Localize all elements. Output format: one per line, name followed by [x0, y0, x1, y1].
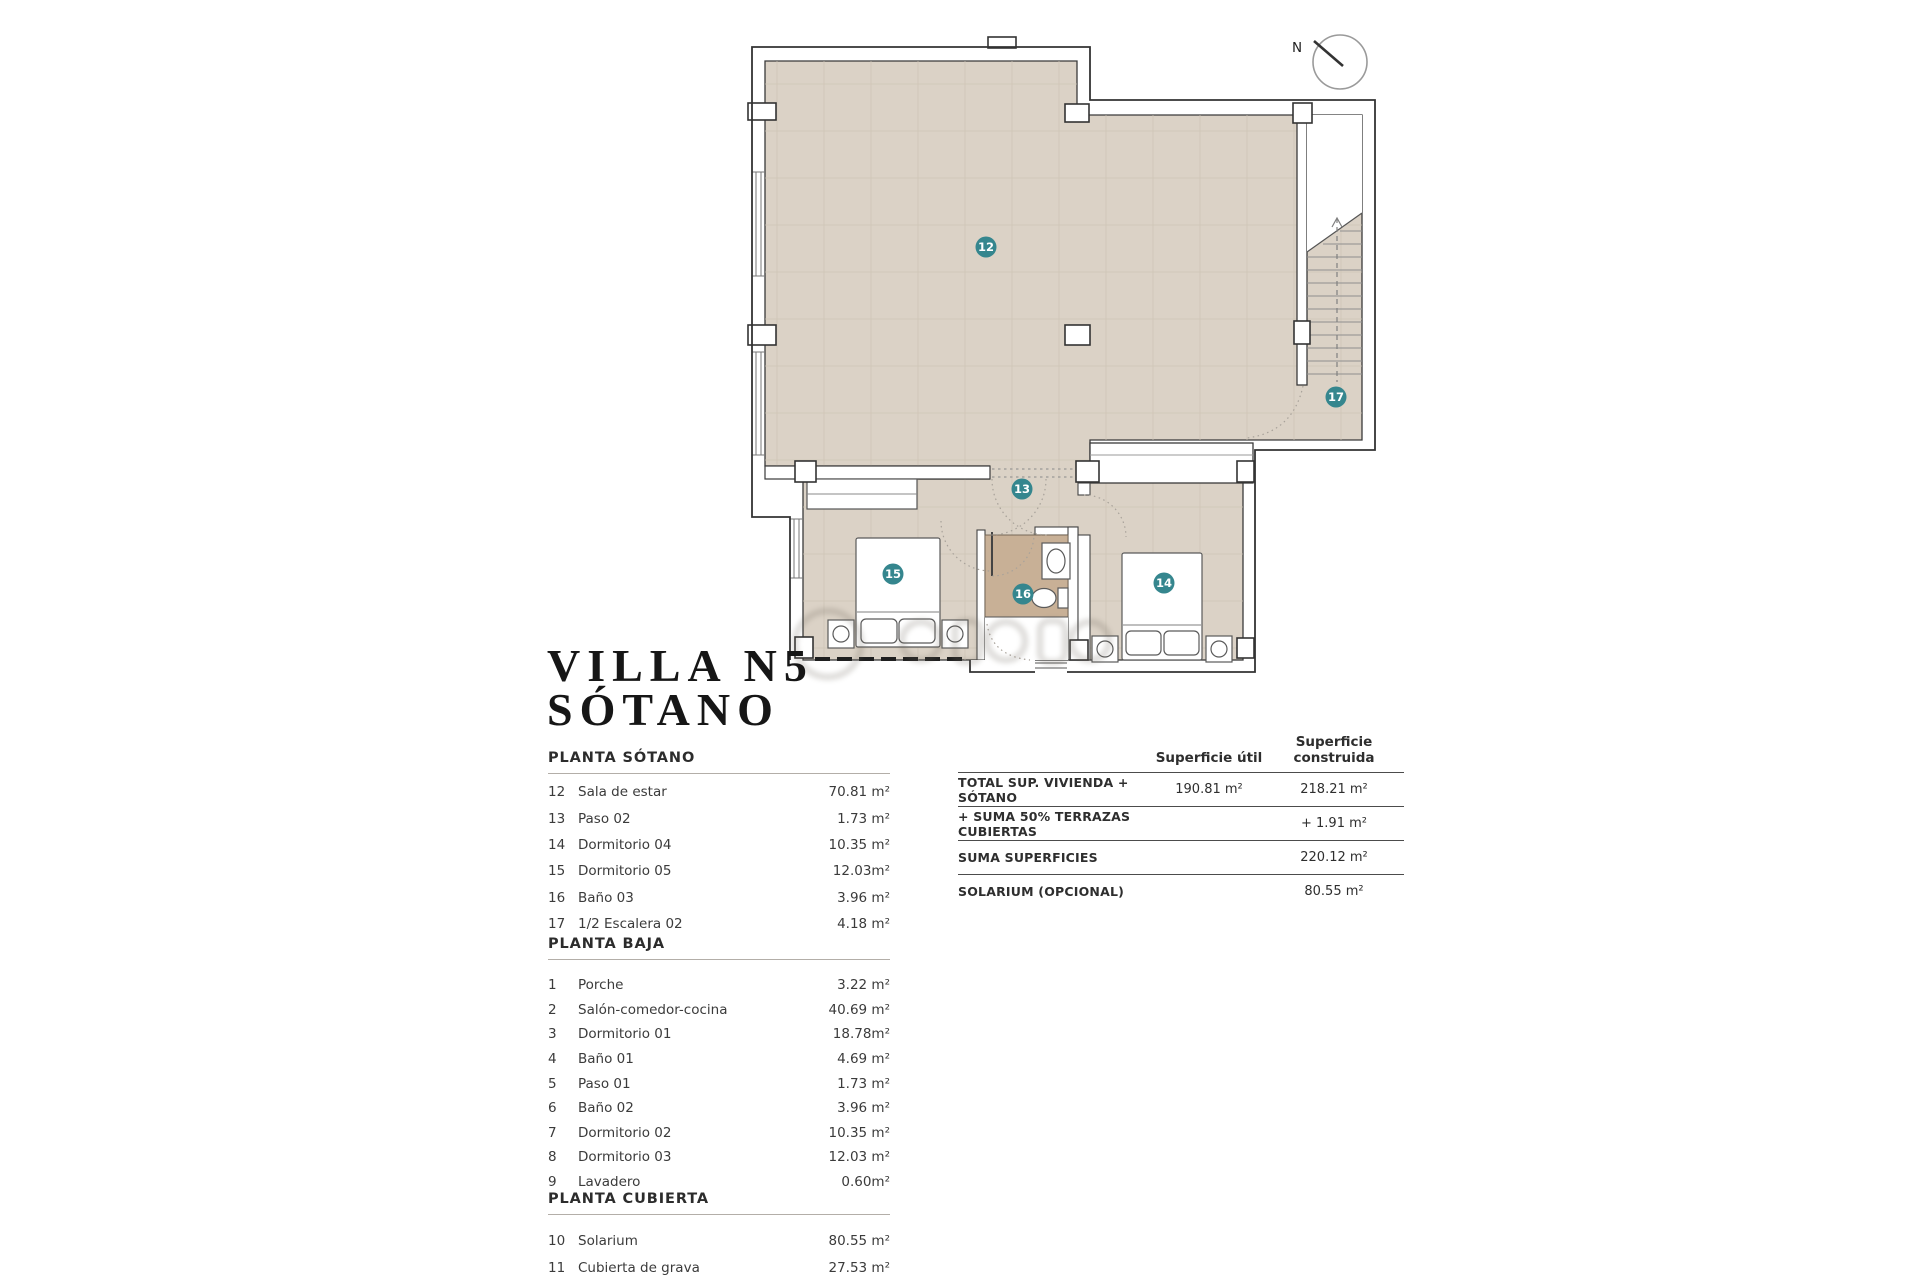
badge-bath — [1013, 584, 1034, 605]
list-section — [548, 750, 890, 937]
svg-text:13: 13 — [1014, 482, 1030, 496]
room-name: Dormitorio 02 — [578, 1125, 828, 1141]
badge-bed4 — [1154, 573, 1175, 594]
room-area: 1.73 m² — [837, 811, 890, 827]
room-name: Porche — [578, 977, 837, 993]
room-area: 4.18 m² — [837, 916, 890, 932]
room-area: 70.81 m² — [828, 784, 890, 800]
room-number: 17 — [548, 916, 578, 932]
summary-row — [958, 773, 1404, 807]
section-header: PLANTA CUBIERTA — [548, 1191, 890, 1215]
room-number: 14 — [548, 837, 578, 853]
toilet — [1032, 588, 1068, 608]
room-name: Sala de estar — [578, 784, 828, 800]
title-line-2: SÓTANO — [547, 688, 814, 732]
room-name: Paso 01 — [578, 1076, 837, 1092]
room-name: Dormitorio 01 — [578, 1026, 833, 1042]
room-area: 80.55 m² — [828, 1233, 890, 1249]
room-number: 16 — [548, 890, 578, 906]
room-number: 7 — [548, 1125, 578, 1141]
room-number: 3 — [548, 1026, 578, 1042]
summary-util-value: 190.81 m² — [1154, 782, 1264, 797]
summary-col-util: Superficie útil — [1154, 750, 1264, 766]
room-name: Dormitorio 05 — [578, 863, 833, 879]
sink — [1042, 543, 1070, 579]
badge-hall — [1012, 479, 1033, 500]
badge-living — [976, 237, 997, 258]
room-row — [548, 858, 890, 884]
summary-label: TOTAL SUP. VIVIENDA + SÓTANO — [958, 775, 1154, 805]
room-area: 10.35 m² — [828, 837, 890, 853]
summary-label: SOLARIUM (OPCIONAL) — [958, 884, 1154, 899]
summary-row — [958, 875, 1404, 908]
room-name: 1/2 Escalera 02 — [578, 916, 837, 932]
svg-text:12: 12 — [978, 240, 994, 254]
summary-col-construida: Superficie construida — [1264, 734, 1404, 766]
terrace-recess — [1090, 443, 1253, 483]
list-section — [548, 936, 890, 1194]
summary-label: + SUMA 50% TERRAZAS CUBIERTAS — [958, 809, 1154, 839]
north-label: N — [1292, 40, 1302, 56]
room-area: 18.78m² — [833, 1026, 890, 1042]
room-row — [548, 805, 890, 831]
room-number: 13 — [548, 811, 578, 827]
summary-row — [958, 841, 1404, 875]
summary-construida-value: 80.55 m² — [1264, 884, 1404, 899]
room-name: Baño 03 — [578, 890, 837, 906]
room-area: 27.53 m² — [828, 1260, 890, 1276]
room-row — [548, 885, 890, 911]
room-number: 1 — [548, 977, 578, 993]
room-number: 12 — [548, 784, 578, 800]
room-name: Solarium — [578, 1233, 828, 1249]
room-name: Salón-comedor-cocina — [578, 1002, 828, 1018]
room-row — [548, 1145, 890, 1170]
room-area: 10.35 m² — [828, 1125, 890, 1141]
room-number: 5 — [548, 1076, 578, 1092]
summary-row — [958, 807, 1404, 841]
room-area: 1.73 m² — [837, 1076, 890, 1092]
room-area: 3.96 m² — [837, 1100, 890, 1116]
room-number: 6 — [548, 1100, 578, 1116]
room-name: Lavadero — [578, 1174, 841, 1190]
room-number: 15 — [548, 863, 578, 879]
summary-header-row — [958, 743, 1404, 773]
room-number: 11 — [548, 1260, 578, 1276]
room-row — [548, 1227, 890, 1255]
room-number: 10 — [548, 1233, 578, 1249]
room-number: 2 — [548, 1002, 578, 1018]
surface-summary-table — [958, 743, 1404, 908]
room-row — [548, 1096, 890, 1121]
room-row — [548, 973, 890, 998]
room-row — [548, 1121, 890, 1146]
room-row — [548, 1047, 890, 1072]
compass-needle — [1314, 41, 1343, 66]
summary-label: SUMA SUPERFICIES — [958, 850, 1154, 865]
room-name: Dormitorio 04 — [578, 837, 828, 853]
room-name: Cubierta de grava — [578, 1260, 828, 1276]
room-area: 40.69 m² — [828, 1002, 890, 1018]
list-section — [548, 1191, 890, 1282]
north-compass — [1292, 35, 1367, 89]
room-area: 12.03m² — [833, 863, 890, 879]
room-lists — [548, 0, 890, 1280]
section-header: PLANTA SÓTANO — [548, 750, 890, 774]
room-name: Baño 02 — [578, 1100, 837, 1116]
svg-text:14: 14 — [1156, 576, 1172, 590]
section-header: PLANTA BAJA — [548, 936, 890, 960]
room-row — [548, 832, 890, 858]
room-number: 8 — [548, 1149, 578, 1165]
room-area: 3.96 m² — [837, 890, 890, 906]
summary-construida-value: 218.21 m² — [1264, 782, 1404, 797]
svg-text:15: 15 — [885, 567, 901, 581]
room-name: Baño 01 — [578, 1051, 837, 1067]
room-row — [548, 1071, 890, 1096]
room-row — [548, 779, 890, 805]
room-area: 12.03 m² — [828, 1149, 890, 1165]
room-row — [548, 998, 890, 1023]
room-name: Dormitorio 03 — [578, 1149, 828, 1165]
room-number: 4 — [548, 1051, 578, 1067]
room-row — [548, 1255, 890, 1282]
room-name: Paso 02 — [578, 811, 837, 827]
room-area: 3.22 m² — [837, 977, 890, 993]
room-number: 9 — [548, 1174, 578, 1190]
svg-text:17: 17 — [1328, 390, 1344, 404]
title-line-1: VILLA N5 — [547, 644, 814, 688]
room-area: 4.69 m² — [837, 1051, 890, 1067]
svg-text:16: 16 — [1015, 587, 1031, 601]
summary-construida-value: 220.12 m² — [1264, 850, 1404, 865]
summary-construida-value: + 1.91 m² — [1264, 816, 1404, 831]
summary-body — [958, 773, 1404, 908]
room-row — [548, 911, 890, 937]
badge-stairs — [1326, 387, 1347, 408]
room-row — [548, 1022, 890, 1047]
room-area: 0.60m² — [841, 1174, 890, 1190]
